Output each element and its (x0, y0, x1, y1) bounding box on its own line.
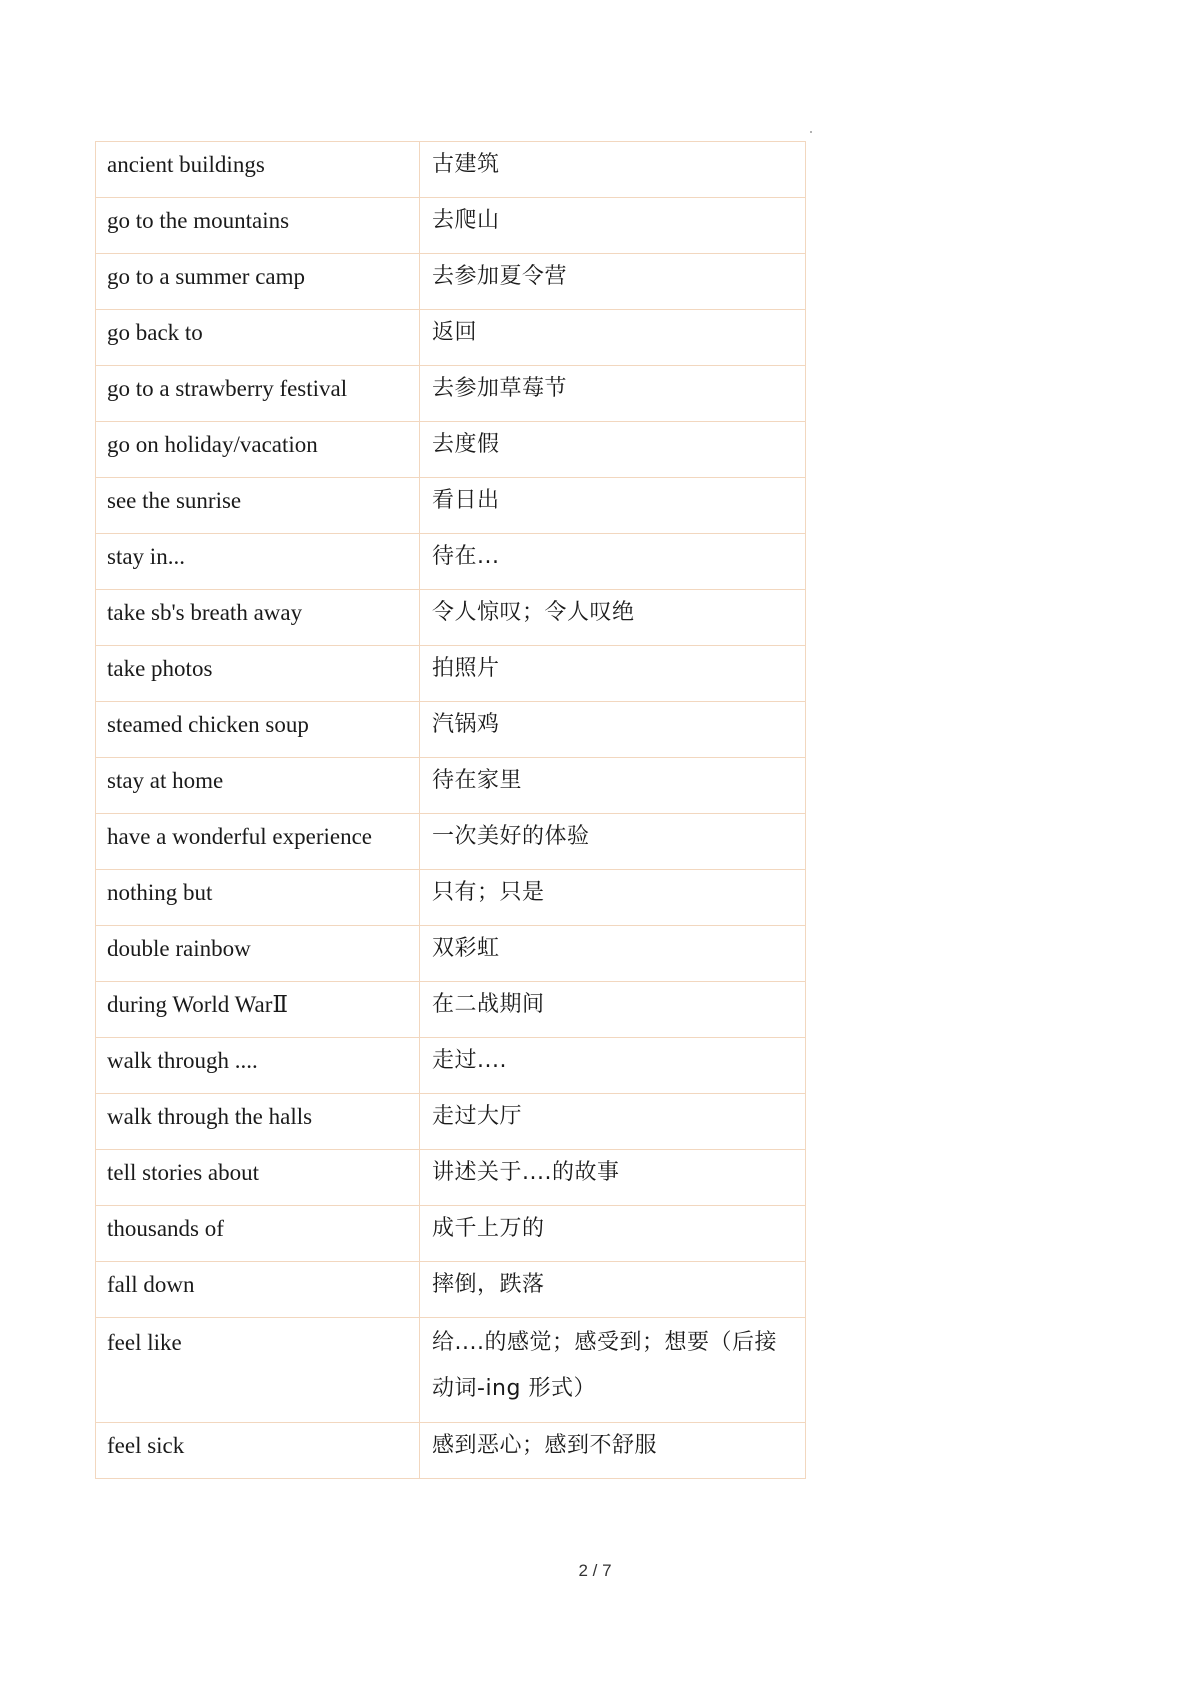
table-row (96, 1038, 806, 1094)
table-row (96, 534, 806, 590)
english-phrase: stay at home (96, 758, 420, 814)
english-phrase: take sb's breath away (96, 590, 420, 646)
table-row (96, 1262, 806, 1318)
table-row (96, 1094, 806, 1150)
chinese-meaning: 返回 (420, 310, 806, 366)
chinese-meaning: 待在家里 (420, 758, 806, 814)
table-row (96, 758, 806, 814)
page-mark (810, 131, 812, 133)
english-phrase: walk through the halls (96, 1094, 420, 1150)
chinese-meaning: 看日出 (420, 478, 806, 534)
table-row (96, 422, 806, 478)
chinese-meaning: 去参加夏令营 (420, 254, 806, 310)
english-phrase: feel sick (96, 1423, 420, 1479)
english-phrase: have a wonderful experience (96, 814, 420, 870)
chinese-meaning: 走过.... (420, 1038, 806, 1094)
table-row (96, 310, 806, 366)
chinese-meaning: 走过大厅 (420, 1094, 806, 1150)
english-phrase: feel like (96, 1318, 420, 1423)
chinese-meaning: 感到恶心；感到不舒服 (420, 1423, 806, 1479)
english-phrase: during World WarⅡ (96, 982, 420, 1038)
english-phrase: tell stories about (96, 1150, 420, 1206)
table-row (96, 366, 806, 422)
table-row (96, 926, 806, 982)
page-number: 2 / 7 (578, 1561, 612, 1580)
english-phrase: thousands of (96, 1206, 420, 1262)
table-row (96, 1318, 806, 1423)
chinese-meaning: 摔倒，跌落 (420, 1262, 806, 1318)
chinese-meaning: 待在... (420, 534, 806, 590)
chinese-meaning: 拍照片 (420, 646, 806, 702)
english-phrase: stay in... (96, 534, 420, 590)
chinese-meaning: 去度假 (420, 422, 806, 478)
english-phrase: go back to (96, 310, 420, 366)
chinese-meaning: 讲述关于....的故事 (420, 1150, 806, 1206)
chinese-meaning: 成千上万的 (420, 1206, 806, 1262)
english-phrase: see the sunrise (96, 478, 420, 534)
english-phrase: go to a summer camp (96, 254, 420, 310)
english-phrase: fall down (96, 1262, 420, 1318)
chinese-meaning: 给....的感觉；感受到；想要（后接动词-ing 形式） (420, 1318, 806, 1423)
table-row (96, 814, 806, 870)
chinese-meaning: 汽锅鸡 (420, 702, 806, 758)
chinese-meaning: 在二战期间 (420, 982, 806, 1038)
chinese-meaning: 古建筑 (420, 142, 806, 198)
english-phrase: steamed chicken soup (96, 702, 420, 758)
english-phrase: go to the mountains (96, 198, 420, 254)
english-phrase: ancient buildings (96, 142, 420, 198)
chinese-meaning: 一次美好的体验 (420, 814, 806, 870)
chinese-meaning: 双彩虹 (420, 926, 806, 982)
chinese-meaning: 令人惊叹；令人叹绝 (420, 590, 806, 646)
table-row (96, 1206, 806, 1262)
chinese-meaning: 只有；只是 (420, 870, 806, 926)
chinese-meaning: 去爬山 (420, 198, 806, 254)
table-row (96, 590, 806, 646)
english-phrase: nothing but (96, 870, 420, 926)
english-phrase: double rainbow (96, 926, 420, 982)
table-row (96, 702, 806, 758)
english-phrase: go to a strawberry festival (96, 366, 420, 422)
table-row (96, 870, 806, 926)
table-row (96, 1150, 806, 1206)
english-phrase: go on holiday/vacation (96, 422, 420, 478)
table-row (96, 254, 806, 310)
english-phrase: take photos (96, 646, 420, 702)
vocabulary-table (95, 141, 806, 1479)
table-row (96, 142, 806, 198)
table-row (96, 646, 806, 702)
table-row (96, 198, 806, 254)
chinese-meaning: 去参加草莓节 (420, 366, 806, 422)
table-row (96, 1423, 806, 1479)
table-row (96, 982, 806, 1038)
table-row (96, 478, 806, 534)
english-phrase: walk through .... (96, 1038, 420, 1094)
